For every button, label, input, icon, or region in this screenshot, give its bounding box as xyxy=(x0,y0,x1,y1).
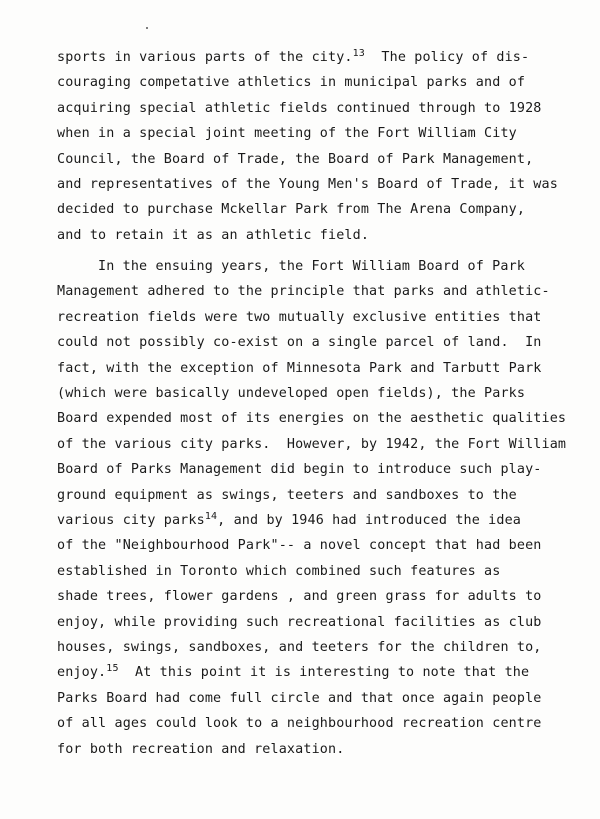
text-line: established in Toronto which combined such features as xyxy=(57,563,501,579)
text-line-end: At this point it is interesting to note that the xyxy=(118,665,530,681)
text-line: when in a special joint meeting of the Fort William City xyxy=(57,126,517,142)
text-line xyxy=(57,665,529,681)
text-line: of all ages could look to a neighbourhood recreation centre xyxy=(57,716,542,732)
text-line: of the various city parks. However, by 1942, the Fort William xyxy=(57,436,567,452)
text-line: could not possibly co-exist on a single parcel of land. In xyxy=(57,335,542,351)
text-line: and to retain it as an athletic field. xyxy=(57,227,370,243)
text-line: Council, the Board of Trade, the Board of Park Management, xyxy=(57,151,534,167)
footnote-ref-14: 14 xyxy=(204,511,218,522)
text-line: Board expended most of its energies on the aesthetic qualities xyxy=(57,411,567,427)
text-line-end: , and by 1946 had introduced the idea xyxy=(217,513,522,528)
text-line: acquiring special athletic fields continued through to 1928 xyxy=(57,100,542,116)
paragraph-first-line: In the ensuing years, the Fort William Board of Park xyxy=(98,259,526,274)
footnote-ref-13: 13 xyxy=(352,48,365,59)
text-line: ground equipment as swings, teeters and sandboxes to the xyxy=(57,487,517,503)
text-line: couraging competative athletics in municipal parks and of xyxy=(57,75,526,91)
text-line-start: sports in various parts of the city. xyxy=(57,50,353,65)
text-line xyxy=(57,50,529,66)
scan-speck xyxy=(146,27,148,29)
text-line: decided to purchase Mckellar Park from The Arena Company, xyxy=(57,202,526,218)
text-line: (which were basically undeveloped open fields), the Parks xyxy=(57,386,526,401)
footnote-ref-15: 15 xyxy=(106,663,119,675)
text-line: houses, swings, sandboxes, and teeters for the children to, xyxy=(57,640,542,655)
text-line: Management adhered to the principle that parks and athletic- xyxy=(57,284,550,300)
text-line: recreation fields were two mutually exclusive entities that xyxy=(57,309,542,325)
text-line: of the "Neighbourhood Park"-- a novel concept that had been xyxy=(57,538,542,554)
text-line: fact, with the exception of Minnesota Park and Tarbutt Park xyxy=(57,360,542,376)
text-line-start: various city parks xyxy=(57,513,205,528)
text-line: for both recreation and relaxation. xyxy=(57,741,345,757)
text-line: enjoy, while providing such recreational facilities as club xyxy=(57,614,542,630)
text-line: shade trees, flower gardens , and green grass for adults to xyxy=(57,589,542,605)
text-line: Parks Board had come full circle and that once again people xyxy=(57,690,542,706)
text-line-end: The policy of dis- xyxy=(364,50,530,65)
text-line: Board of Parks Management did begin to introduce such play- xyxy=(57,462,542,478)
text-line xyxy=(57,513,521,529)
text-line: and representatives of the Young Men's Board of Trade, it was xyxy=(57,177,558,192)
text-line-start: enjoy. xyxy=(57,665,107,681)
